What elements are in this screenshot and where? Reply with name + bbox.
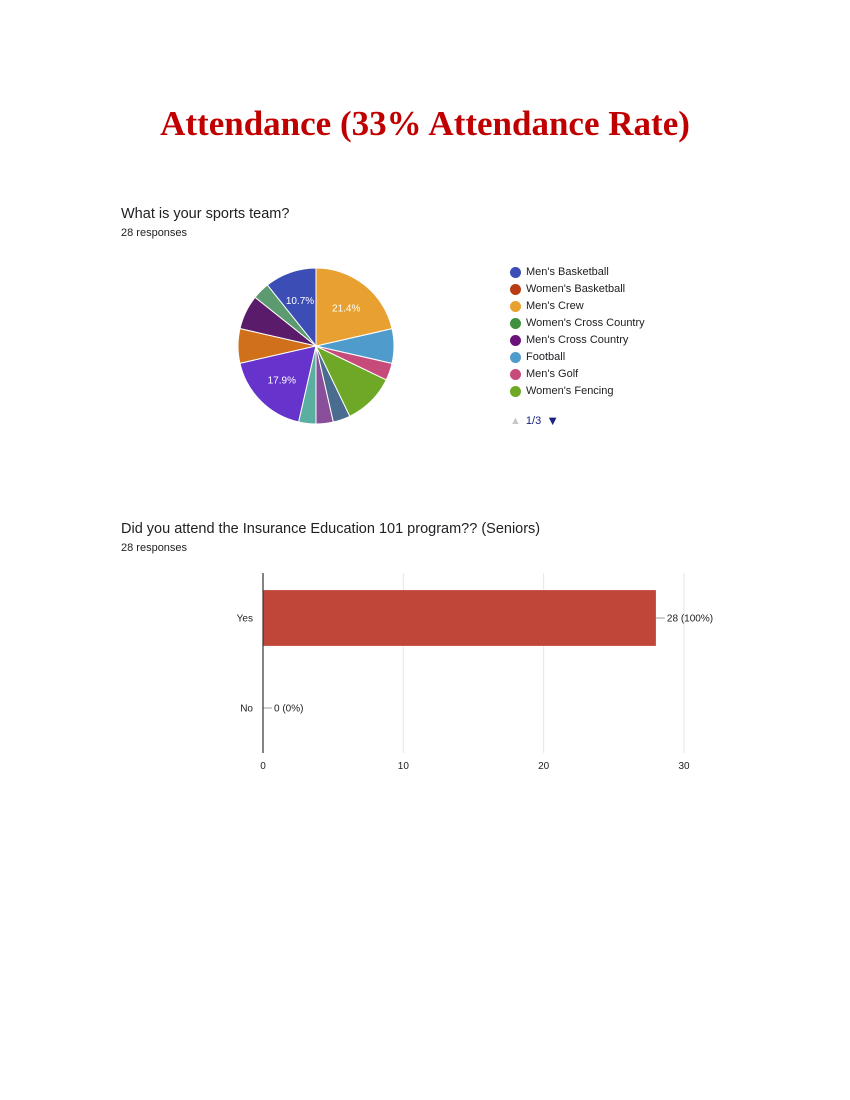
legend-label: Women's Fencing <box>526 385 614 397</box>
legend-item[interactable] <box>510 332 645 349</box>
response-count-sports-team: 28 responses <box>121 227 188 239</box>
question-title-insurance-program: Did you attend the Insurance Education 101 program?? (Seniors) <box>121 521 541 537</box>
legend-dot <box>510 386 521 397</box>
pie-slice-label: 17.9% <box>267 375 296 387</box>
legend-item[interactable] <box>510 281 645 298</box>
legend-dot <box>510 369 521 380</box>
legend-page-indicator: 1/3 <box>525 414 542 427</box>
legend-label: Men's Golf <box>526 368 579 380</box>
value-label: 0 (0%) <box>274 703 304 715</box>
legend-dot <box>510 335 521 346</box>
category-label: Yes <box>236 613 253 625</box>
legend-pager <box>510 413 559 428</box>
legend-label: Men's Cross Country <box>526 334 629 346</box>
legend-item[interactable] <box>510 315 645 332</box>
value-label: 28 (100%) <box>666 613 714 625</box>
previous-page-icon[interactable]: ▲ <box>510 414 521 427</box>
legend-item[interactable] <box>510 298 645 315</box>
legend-dot <box>510 301 521 312</box>
x-tick-label: 0 <box>260 761 266 772</box>
next-page-icon[interactable]: ▼ <box>546 413 560 428</box>
legend-label: Men's Basketball <box>526 266 609 278</box>
legend-label: Women's Basketball <box>526 283 626 295</box>
legend-item[interactable] <box>510 366 645 383</box>
legend-dot <box>510 284 521 295</box>
legend-item[interactable] <box>510 383 645 400</box>
legend-dot <box>510 352 521 363</box>
legend-label: Men's Crew <box>526 300 584 312</box>
legend-label: Football <box>526 351 566 363</box>
x-tick-label: 10 <box>397 761 409 772</box>
x-tick-label: 20 <box>538 761 550 772</box>
category-label: No <box>240 703 253 715</box>
legend-dot <box>510 318 521 329</box>
pie-legend <box>510 264 645 400</box>
response-count-insurance-program: 28 responses <box>121 542 188 554</box>
bar[interactable] <box>263 590 656 646</box>
legend-item[interactable] <box>510 349 645 366</box>
page-title: Attendance (33% Attendance Rate) <box>160 104 690 143</box>
pie-slice-label: 21.4% <box>332 303 361 315</box>
x-tick-label: 30 <box>678 761 690 772</box>
bar-chart <box>200 565 740 780</box>
pie-chart <box>226 258 406 438</box>
legend-dot <box>510 267 521 278</box>
legend-label: Women's Cross Country <box>526 317 645 329</box>
legend-item[interactable] <box>510 264 645 281</box>
pie-slice-label: 10.7% <box>285 295 315 307</box>
question-title-sports-team: What is your sports team? <box>121 206 290 222</box>
